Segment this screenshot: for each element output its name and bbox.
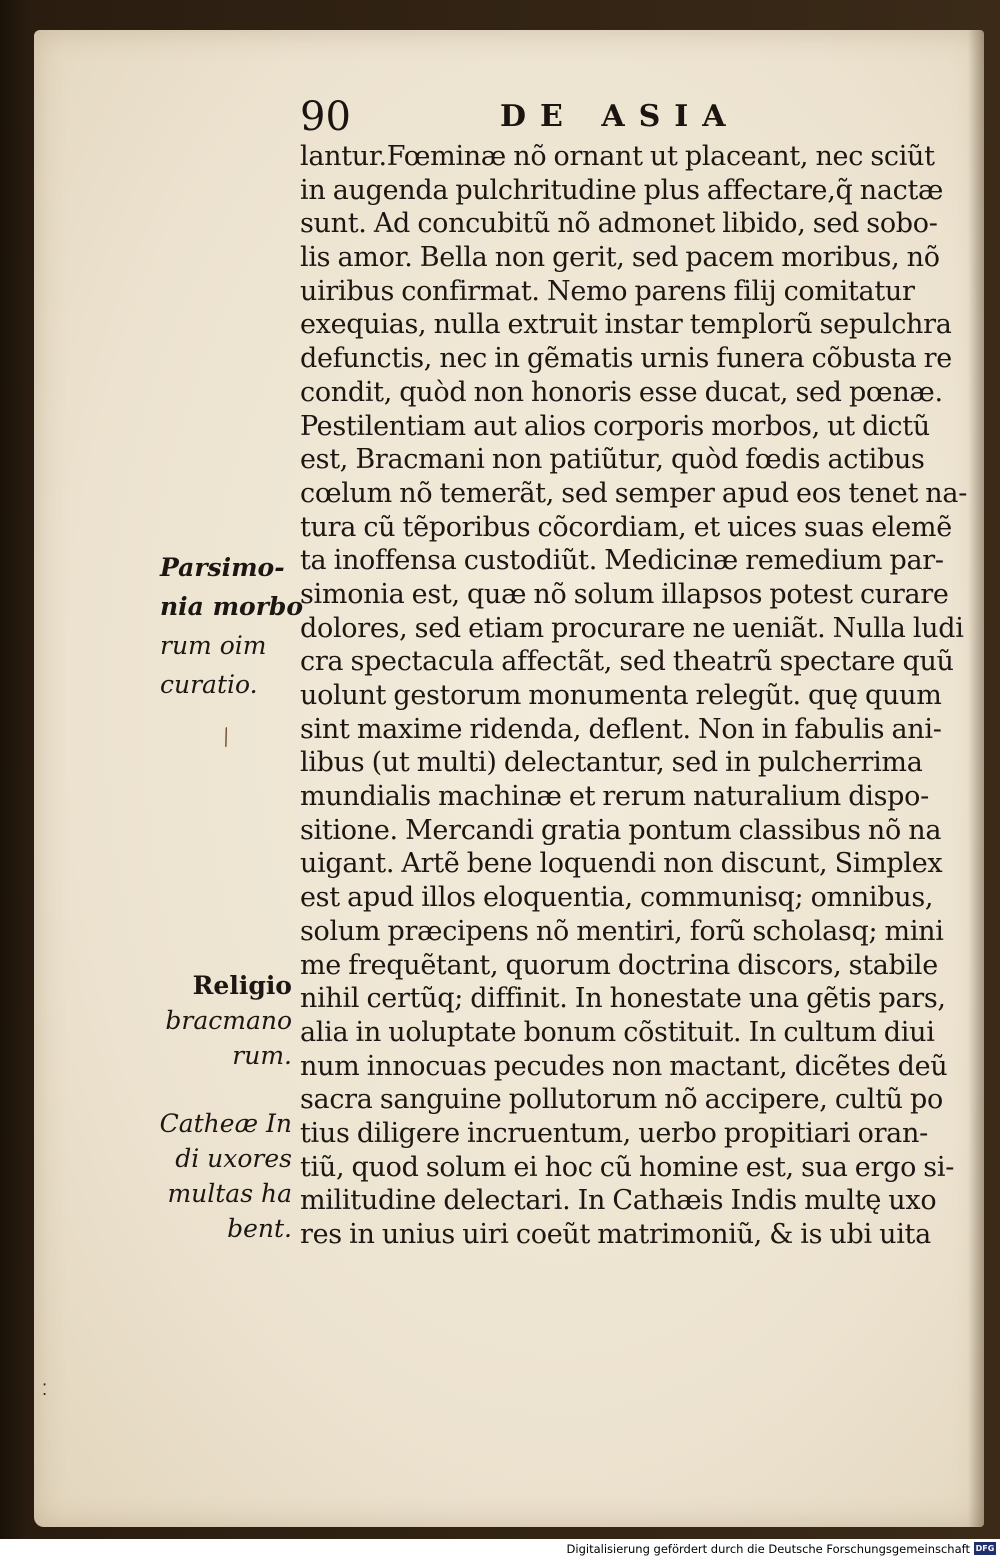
text-line: alia in uoluptate bonum cõstituit. In cultum diui — [300, 1016, 935, 1048]
margin-note-line: Religio — [192, 971, 292, 1000]
text-line: tiũ, quod solum ei hoc cũ homine est, sua ergo si- — [300, 1151, 955, 1183]
margin-note-line: nia morbo — [160, 592, 304, 621]
text-line: lantur.Fœminæ nõ ornant ut placeant, nec sciũt — [300, 141, 935, 172]
text-line: sacra sanguine pollutorum nõ accipere, cultũ po — [300, 1084, 943, 1116]
margin-note-religio — [150, 968, 292, 1073]
text-line: simonia est, quæ nõ solum illapsos potest curare — [300, 578, 949, 610]
text-line: uolunt gestorum monumenta relegũt. quę quum — [300, 680, 942, 711]
footer-bar — [0, 1539, 1000, 1559]
running-title: DE ASIA — [500, 99, 740, 134]
text-line: est, Bracmani non patiũtur, quòd fœdis actibus — [300, 444, 925, 476]
text-line: tura cũ tẽporibus cõcordiam, et uices suas elemẽ — [300, 511, 952, 543]
text-line: exequias, nulla extruit instar templorũ sepulchra — [300, 309, 952, 341]
text-line: lis amor. Bella non gerit, sed pacem moribus, nõ — [300, 242, 940, 274]
text-line: cœlum nõ temerãt, sed semper apud eos tenet na- — [300, 477, 968, 509]
footer-credit: Digitalisierung gefördert durch die Deutsche Forschungsgemeinschaft — [566, 1542, 970, 1556]
text-line: num innocuas pecudes non mactant, dicẽtes deũ — [300, 1050, 948, 1082]
margin-note-line: bracmano — [165, 1006, 292, 1035]
margin-note-line: multas ha — [167, 1179, 292, 1208]
ink-mark: ⁄ — [218, 726, 235, 751]
text-line: est apud illos eloquentia, communisq; omnibus, — [300, 882, 934, 914]
margin-note-line: Parsimo- — [160, 553, 285, 582]
margin-note-line: rum. — [232, 1041, 292, 1070]
text-line: Pestilentiam aut alios corporis morbos, ut dictũ — [300, 410, 930, 442]
text-line: militudine delectari. In Cathæis Indis multę uxo — [300, 1185, 937, 1217]
text-line: defunctis, nec in gẽmatis urnis funera cõbusta re — [300, 343, 952, 375]
margin-note-line: di uxores — [175, 1144, 292, 1173]
text-line: sint maxime ridenda, deflent. Non in fabulis ani- — [300, 713, 942, 745]
text-line: res in unius uiri coeũt matrimoniũ, & is ubi uita — [300, 1219, 931, 1250]
margin-note-catheae — [150, 1106, 292, 1246]
text-line: dolores, sed etiam procurare ne ueniãt. Nulla ludi — [300, 612, 964, 644]
body-text — [300, 140, 968, 1252]
text-line: sitione. Mercandi gratia pontum classibus nõ na — [300, 814, 942, 846]
margin-note-line: bent. — [227, 1214, 292, 1243]
text-line: cra spectacula affectãt, sed theatrũ spectare quũ — [300, 646, 954, 678]
margin-note-line: curatio. — [160, 670, 258, 699]
text-line: me frequẽtant, quorum doctrina discors, stabile — [300, 949, 938, 981]
text-line: ta inoffensa custodiũt. Medicinæ remedium par- — [300, 545, 944, 577]
text-line: in augenda pulchritudine plus affectare,q̃ nactæ — [300, 174, 944, 206]
margin-note-parsimonia — [160, 548, 304, 704]
edge-mark: ⁚ — [42, 1380, 48, 1399]
text-line: uigant. Artẽ bene loquendi non discunt, Simplex — [300, 848, 943, 880]
text-line: uiribus confirmat. Nemo parens filij comitatur — [300, 275, 915, 307]
text-line: solum præcipens nõ mentiri, forũ scholasq; mini — [300, 915, 944, 947]
text-line: tius diligere incruentum, uerbo propitiari oran- — [300, 1117, 928, 1149]
page-number: 90 — [300, 94, 351, 140]
text-line: nihil certũq; diffinit. In honestate una gẽtis pars, — [300, 983, 946, 1015]
dfg-logo: DFG — [975, 1544, 995, 1553]
margin-note-line: rum oim — [160, 631, 267, 660]
text-line: mundialis machinæ et rerum naturalium dispo- — [300, 781, 929, 813]
text-line: condit, quòd non honoris esse ducat, sed pœnæ. — [300, 376, 943, 408]
running-head — [300, 94, 770, 140]
margin-note-line: Catheæ In — [159, 1109, 292, 1138]
text-line: sunt. Ad concubitũ nõ admonet libido, sed sobo- — [300, 208, 938, 240]
text-line: libus (ut multi) delectantur, sed in pulcherrima — [300, 747, 923, 779]
